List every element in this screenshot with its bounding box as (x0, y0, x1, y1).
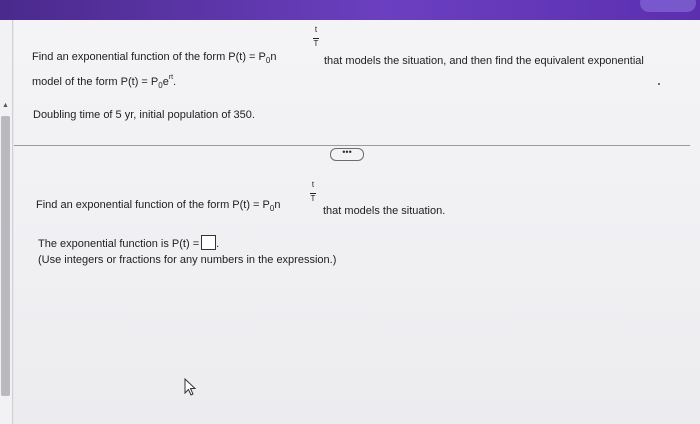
top-bar-button[interactable] (640, 0, 696, 12)
part-exponent-numerator: t (311, 180, 315, 189)
mouse-pointer-icon (184, 378, 198, 396)
scroll-thumb[interactable] (1, 116, 10, 396)
part-prompt: Find an exponential function of the form $P(t) = P_0n$ (36, 199, 281, 213)
question-panel (14, 20, 700, 424)
part-prompt-suffix: that models the situation. (323, 205, 446, 217)
answer-input[interactable] (201, 235, 216, 250)
top-bar (0, 0, 700, 20)
exponent-numerator: t (314, 25, 318, 34)
dot-mark (658, 83, 660, 85)
answer-hint: (Use integers or fractions for any numbers in the expression.) (38, 254, 337, 266)
question-line-1: Find an exponential function of the form $P(t) = P_0n$ (32, 51, 277, 65)
part-exponent-denominator: T (310, 194, 316, 203)
side-scrollbar[interactable] (0, 20, 13, 424)
given-info: Doubling time of 5 yr, initial population of 350. (33, 109, 255, 121)
more-button[interactable]: ••• (330, 148, 364, 161)
scroll-up-icon[interactable]: ▲ (2, 102, 9, 109)
answer-row: The exponential function is P(t) = . (38, 235, 219, 250)
exponent-denominator: T (313, 39, 319, 48)
question-line-2: model of the form $P(t) = P_0e^{rt}$. (32, 74, 177, 90)
answer-label: The exponential function is P(t) = (38, 238, 200, 250)
question-line-1-suffix: that models the situation, and then find the equivalent exponential (324, 55, 644, 67)
section-divider (14, 145, 690, 146)
